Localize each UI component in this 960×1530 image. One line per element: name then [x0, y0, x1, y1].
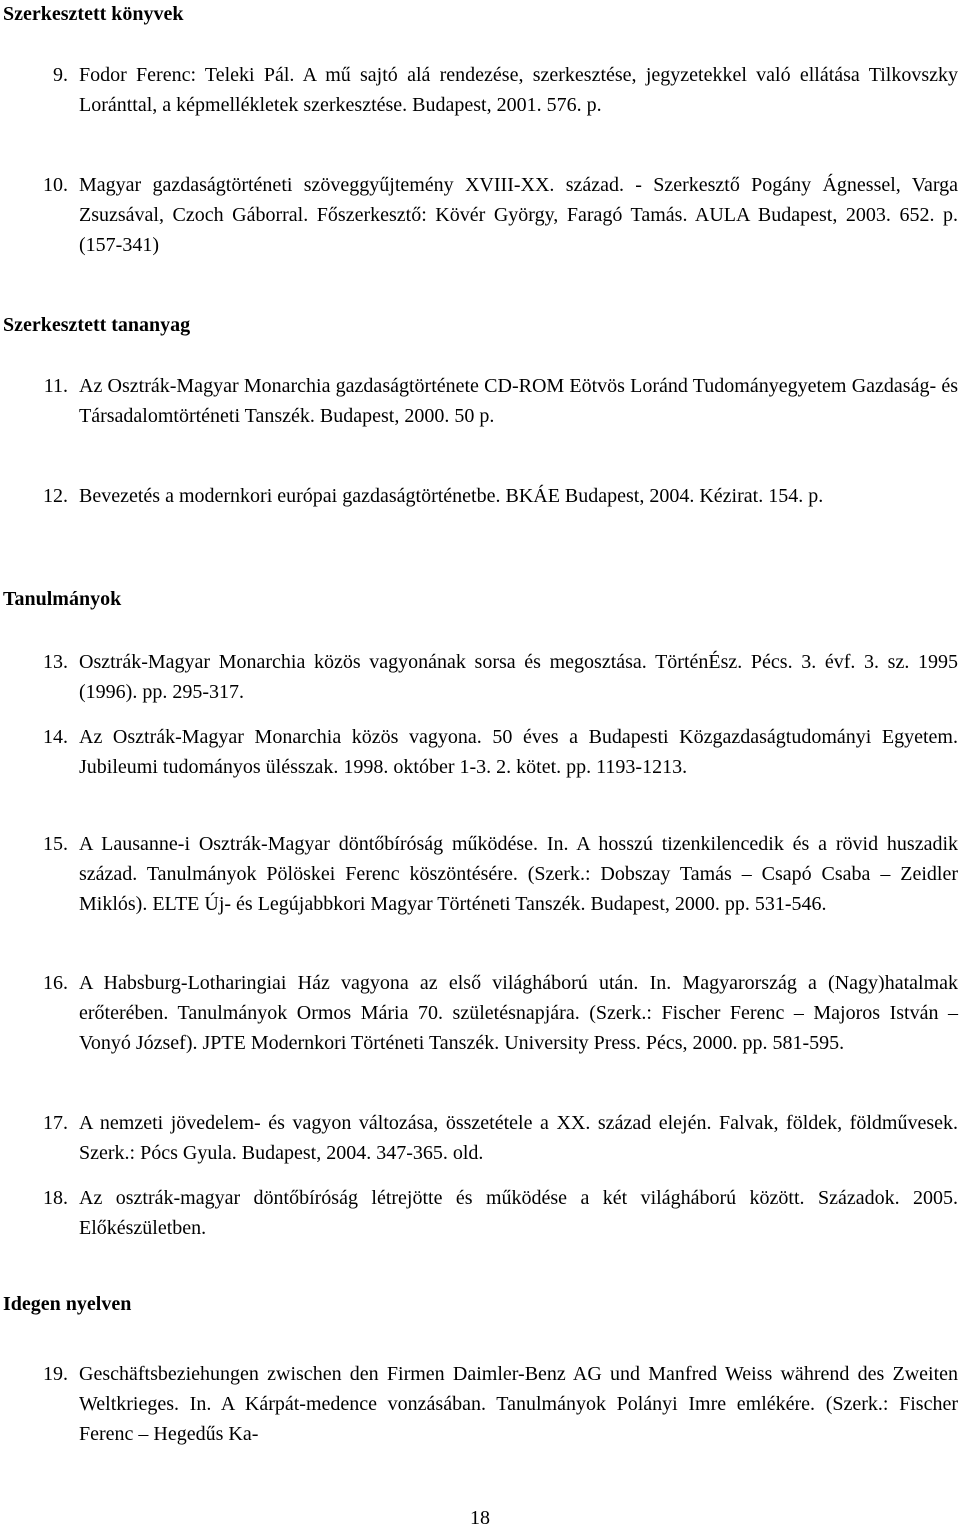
entry-number: 13. [43, 651, 68, 673]
bibliography-entry [0, 1359, 958, 1449]
entry-text: Osztrák-Magyar Monarchia közös vagyonának sorsa és megosztása. TörténÉsz. Pécs. 3. évf. 3. sz. 1995 (1996). pp. 295-317. [79, 651, 958, 703]
bibliography-entry [0, 968, 958, 1058]
entry-text: A nemzeti jövedelem- és vagyon változása, összetétele a XX. század elején. Falvak, földek, földművesek. Szerk.: Pócs Gyula. Budapest, 2004. 347-365. old. [79, 1112, 958, 1164]
section-heading-foreign-language: Idegen nyelven [3, 1293, 132, 1315]
entry-number: 9. [53, 64, 68, 86]
entry-text: Geschäftsbeziehungen zwischen den Firmen Daimler-Benz AG und Manfred Weiss während des Zweiten Weltkrieges. In. A Kárpát-medence vonzásában. Tanulmányok Polányi Imre emlékére. (Szerk.: Fischer Ferenc – Hegedűs Ka- [79, 1363, 958, 1445]
entry-number: 10. [43, 174, 68, 196]
bibliography-entry [0, 647, 958, 707]
bibliography-entry [0, 722, 958, 782]
entry-number: 11. [43, 375, 68, 397]
entry-number: 14. [43, 726, 68, 748]
entry-number: 17. [43, 1112, 68, 1134]
entry-text: Az Osztrák-Magyar Monarchia közös vagyona. 50 éves a Budapesti Közgazdaságtudományi Egyetem. Jubileumi tudományos ülésszak. 1998. október 1-3. 2. kötet. pp. 1193-1213. [79, 726, 958, 778]
bibliography-entry [0, 371, 958, 431]
entry-text: Az Osztrák-Magyar Monarchia gazdaságtörténete CD-ROM Eötvös Loránd Tudományegyetem Gazdaság- és Társadalomtörténeti Tanszék. Budapest, 2000. 50 p. [79, 375, 958, 427]
bibliography-entry [0, 829, 958, 919]
entry-number: 12. [43, 485, 68, 507]
bibliography-entry [0, 1108, 958, 1168]
entry-number: 15. [43, 833, 68, 855]
section-heading-edited-curriculum: Szerkesztett tananyag [3, 314, 191, 336]
bibliography-entry [0, 60, 958, 120]
entry-text: Bevezetés a modernkori európai gazdaságtörténetbe. BKÁE Budapest, 2004. Kézirat. 154. p. [79, 485, 824, 507]
entry-text: Az osztrák-magyar döntőbíróság létrejötte és működése a két világháború között. Századok. 2005. Előkészületben. [79, 1187, 958, 1239]
entry-text: Magyar gazdaságtörténeti szöveggyűjtemény XVIII-XX. század. - Szerkesztő Pogány Ágnessel, Varga Zsuzsával, Czoch Gáborral. Főszerkesztő: Kövér György, Faragó Tamás. AULA Budapest, 2003. 652. p. (157-341) [79, 174, 958, 256]
bibliography-entry [0, 481, 958, 511]
entry-text: A Habsburg-Lotharingiai Ház vagyona az első világháború után. In. Magyarország a (Nagy)hatalmak erőterében. Tanulmányok Ormos Mária 70. születésnapjára. (Szerk.: Fischer Ferenc – Majoros István – Vonyó József). JPTE Modernkori Történeti Tanszék. University Press. Pécs, 2000. pp. 581-595. [79, 972, 958, 1054]
entry-number: 18. [43, 1187, 68, 1209]
section-heading-edited-books: Szerkesztett könyvek [3, 3, 184, 25]
entry-number: 19. [43, 1363, 68, 1385]
bibliography-entry [0, 1183, 958, 1243]
bibliography-entry [0, 170, 958, 260]
entry-text: Fodor Ferenc: Teleki Pál. A mű sajtó alá rendezése, szerkesztése, jegyzetekkel való ellátása Tilkovszky Loránttal, a képmellékletek szerkesztése. Budapest, 2001. 576. p. [79, 64, 958, 116]
entry-number: 16. [43, 972, 68, 994]
page-number: 18 [470, 1507, 490, 1529]
section-heading-studies: Tanulmányok [3, 588, 122, 610]
entry-text: A Lausanne-i Osztrák-Magyar döntőbíróság működése. In. A hosszú tizenkilencedik és a rövid huszadik század. Tanulmányok Pölöskei Ferenc köszöntésére. (Szerk.: Dobszay Tamás – Csapó Csaba – Zeidler Miklós). ELTE Új- és Legújabbkori Magyar Történeti Tanszék. Budapest, 2000. pp. 531-546. [79, 833, 958, 915]
